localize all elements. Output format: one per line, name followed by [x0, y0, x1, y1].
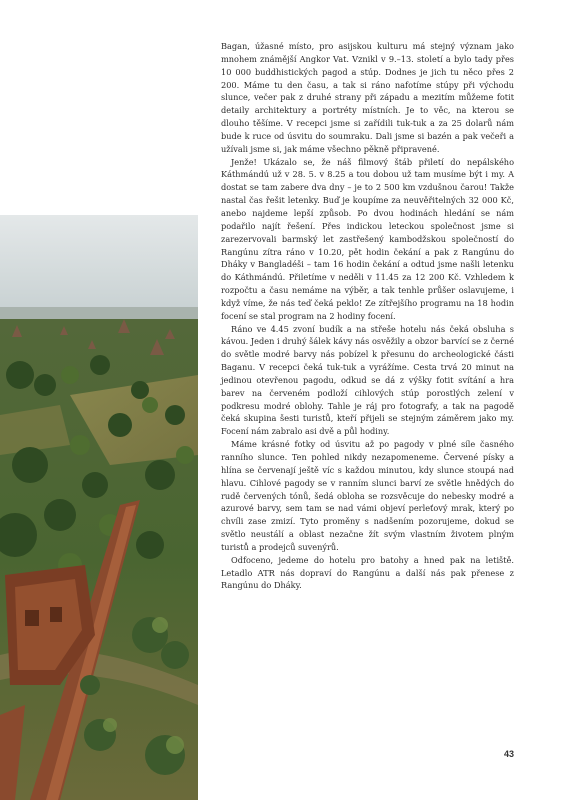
- article-body: [221, 40, 514, 592]
- paragraph: Jenže! Ukázalo se, že náš filmový štáb přiletí do nepálského Káthmándú už v 28. 5. v 8.25 a tou dobou už tam musíme být i my. A dostat se tam zabere dva dny – je to 2 500 km vzdušnou čarou! Takže nastal čas řešit letenky. Buď je koupíme za neuvěřitelných 32 000 Kč, anebo najdeme lepší způsob. Po dvou hodinách hledání se nám podařilo najít řešení. Přes indickou leteckou společnost jsme si zarezervovali barmský let zastřešený kambodžskou společností do Rangúnu zítra ráno v 10.20, pět hodin čekání a pak z Rangúnu do Dháky v Bangladéši – tam 16 hodin čekání a odtud jsme našli letenku do Káthmándú. Přiletíme v neděli v 11.45 za 12 200 Kč. Vzhledem k rozpočtu a času nemáme na výběr, a tak tenhle průšer oslavujeme, i když víme, že nás teď čeká peklo! Ze zítřejšího programu na 18 hodin focení se stal program na 2 hodiny focení.: [221, 156, 514, 321]
- paragraph: Bagan, úžasné místo, pro asijskou kulturu má stejný význam jako mnohem známější Angkor Vat. Vznikl v 9.–13. století a bylo tady přes 10 000 buddhistických pagod a stúp. Dodnes je jich tu něco přes 2 200. Máme tu den času, a tak si ráno nafotíme stúpy při východu slunce, večer pak z druhé strany při západu a mezitím můžeme fotit detaily architektury a portréty místních. Je to věc, na kterou se dlouho těšíme. V recepci jsme si zařídili tuk-tuk a za 25 dolarů nám bude k ruce od úsvitu do soumraku. Dali jsme si bazén a pak večeři a užívali jsme si, jak máme všechno pěkně připravené.: [221, 41, 514, 154]
- bagan-photo-illustration: [0, 215, 198, 800]
- page-number: 43: [503, 749, 514, 759]
- paragraph: Máme krásné fotky od úsvitu až po pagody v plné síle časného ranního slunce. Ten pohled nikdy nezapomeneme. Červené písky a hlína se červenají ještě víc s každou minutou, kdy slunce stoupá nad hlavu. Cihlové pagody se v ranním slunci barví ze světle hnědých do rudě červených tónů, šedá obloha se rozsvěcuje do nebesky modré a azurové barvy, sem tam se nad vámi objeví perleťový mrak, který po chvíli zase zmizí. Tyto proměny s nadšením pozorujeme, dokud se světlo neustálí a oblast nezačne žít svým vlastním životem plným turistů a prodejců suvenýrů.: [221, 439, 514, 552]
- paragraph: Ráno ve 4.45 zvoní budík a na střeše hotelu nás čeká obsluha s kávou. Jeden i druhý šálek kávy nás osvěžily a obzor barvící se z černé do světle modré barvy nás pobízel k přesunu do archeologické části Baganu. V recepci čeká tuk-tuk a vyrážíme. Cesta trvá 20 minut na jedinou otevřenou pagodu, odkud se dá z výšky fotit svítání a hra barev na červeném podloží cihlových stúp porostlých zelení v podkresu modré oblohy. Tahle je ráj pro fotografy, a tak na pagodě čeká skupina šesti turistů, kteří přijeli se stejným záměrem jako my. Focení nám zabralo asi dvě a půl hodiny.: [221, 323, 514, 437]
- paragraph: Odfoceno, jedeme do hotelu pro batohy a hned pak na letiště. Letadlo ATR nás dopraví do Rangúnu a další nás pak přenese z Rangúnu do Dháky.: [221, 554, 514, 591]
- bagan-landscape-photo: [0, 215, 198, 800]
